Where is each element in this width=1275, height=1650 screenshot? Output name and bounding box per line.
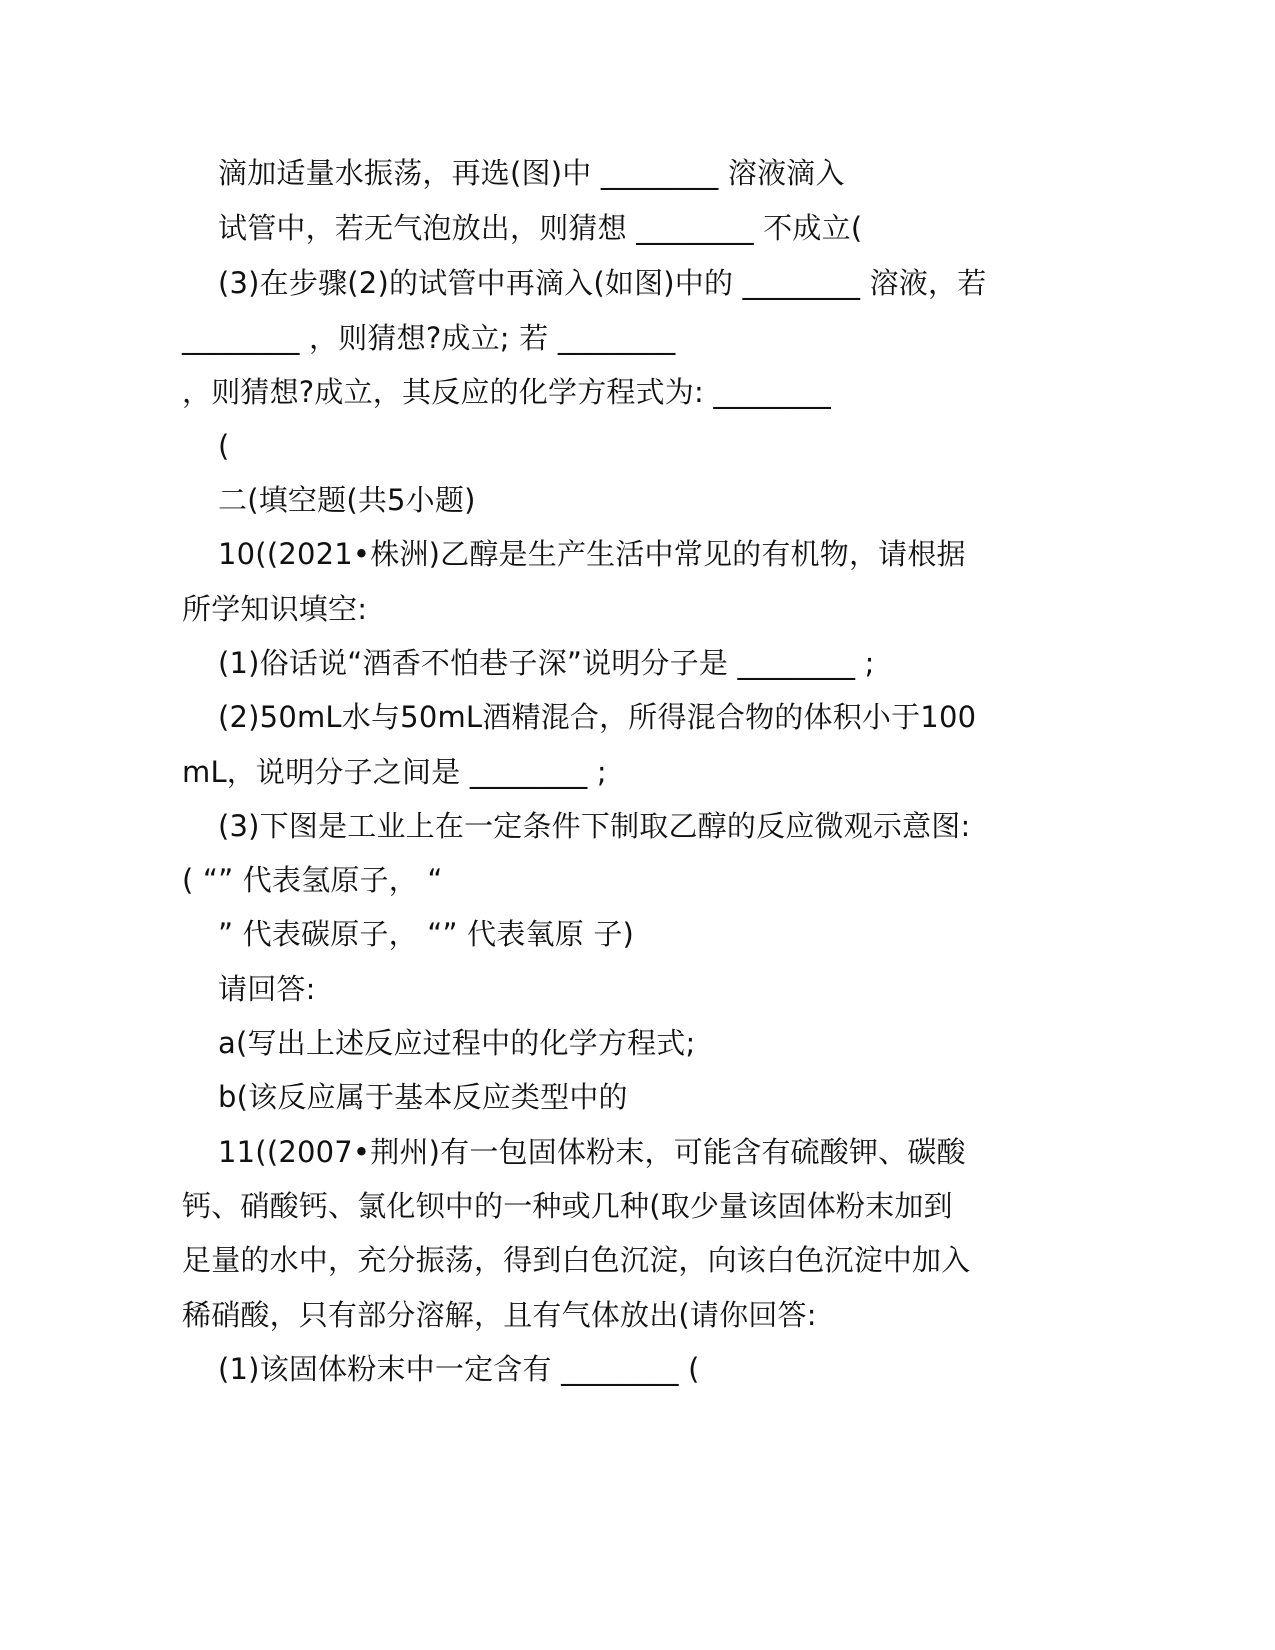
question-11-line-2: 钙、硝酸钙、氯化钡中的一种或几种(取少量该固体粉末加到 (182, 1189, 953, 1223)
question-11-line-4: 稀硝酸，只有部分溶解，且有气体放出(请你回答: (182, 1298, 817, 1332)
question-11-part-1: (1)该固体粉末中一定含有 ________ ( (218, 1352, 700, 1386)
legend-line-2: ” 代表碳原子， “” 代表氧原 子) (218, 917, 635, 951)
question-10-part-2-line-2: mL，说明分子之间是 ________ ; (182, 755, 607, 789)
question-10-part-2-line-1: (2)50mL水与50mL酒精混合，所得混合物的体积小于100 (218, 700, 977, 734)
question-10-part-1: (1)俗话说“酒香不怕巷子深”说明分子是 ________ ; (218, 646, 875, 680)
text-line-3: (3)在步骤(2)的试管中再滴入(如图)中的 ________ 溶液，若 (218, 266, 987, 300)
legend-line-1: ( “” 代表氢原子， “ (182, 863, 443, 897)
sub-question-a: a(写出上述反应过程中的化学方程式; (218, 1026, 696, 1060)
text-line-2: 试管中，若无气泡放出，则猜想 ________ 不成立( (218, 211, 863, 245)
question-10-line-1: 10((2021•株洲)乙醇是生产生活中常见的有机物，请根据 (218, 537, 966, 571)
section-heading: 二(填空题(共5小题) (218, 483, 476, 517)
question-11-line-1: 11((2007•荆州)有一包固体粉末，可能含有硫酸钾、碳酸 (218, 1135, 966, 1169)
sub-question-b: b(该反应属于基本反应类型中的 (218, 1080, 628, 1114)
text-line-1: 滴加适量水振荡，再选(图)中 ________ 溶液滴入 (218, 156, 845, 190)
text-line-6: ( (218, 429, 230, 463)
text-line-4: ________ ，则猜想?成立; 若 ________ (182, 321, 676, 355)
text-line-5: ，则猜想?成立，其反应的化学方程式为: ________ (182, 375, 831, 409)
question-10-part-3: (3)下图是工业上在一定条件下制取乙醇的反应微观示意图: (218, 809, 971, 843)
answer-prompt: 请回答: (218, 972, 316, 1006)
question-10-line-2: 所学知识填空: (182, 592, 368, 626)
question-11-line-3: 足量的水中，充分振荡，得到白色沉淀，向该白色沉淀中加入 (182, 1243, 971, 1277)
